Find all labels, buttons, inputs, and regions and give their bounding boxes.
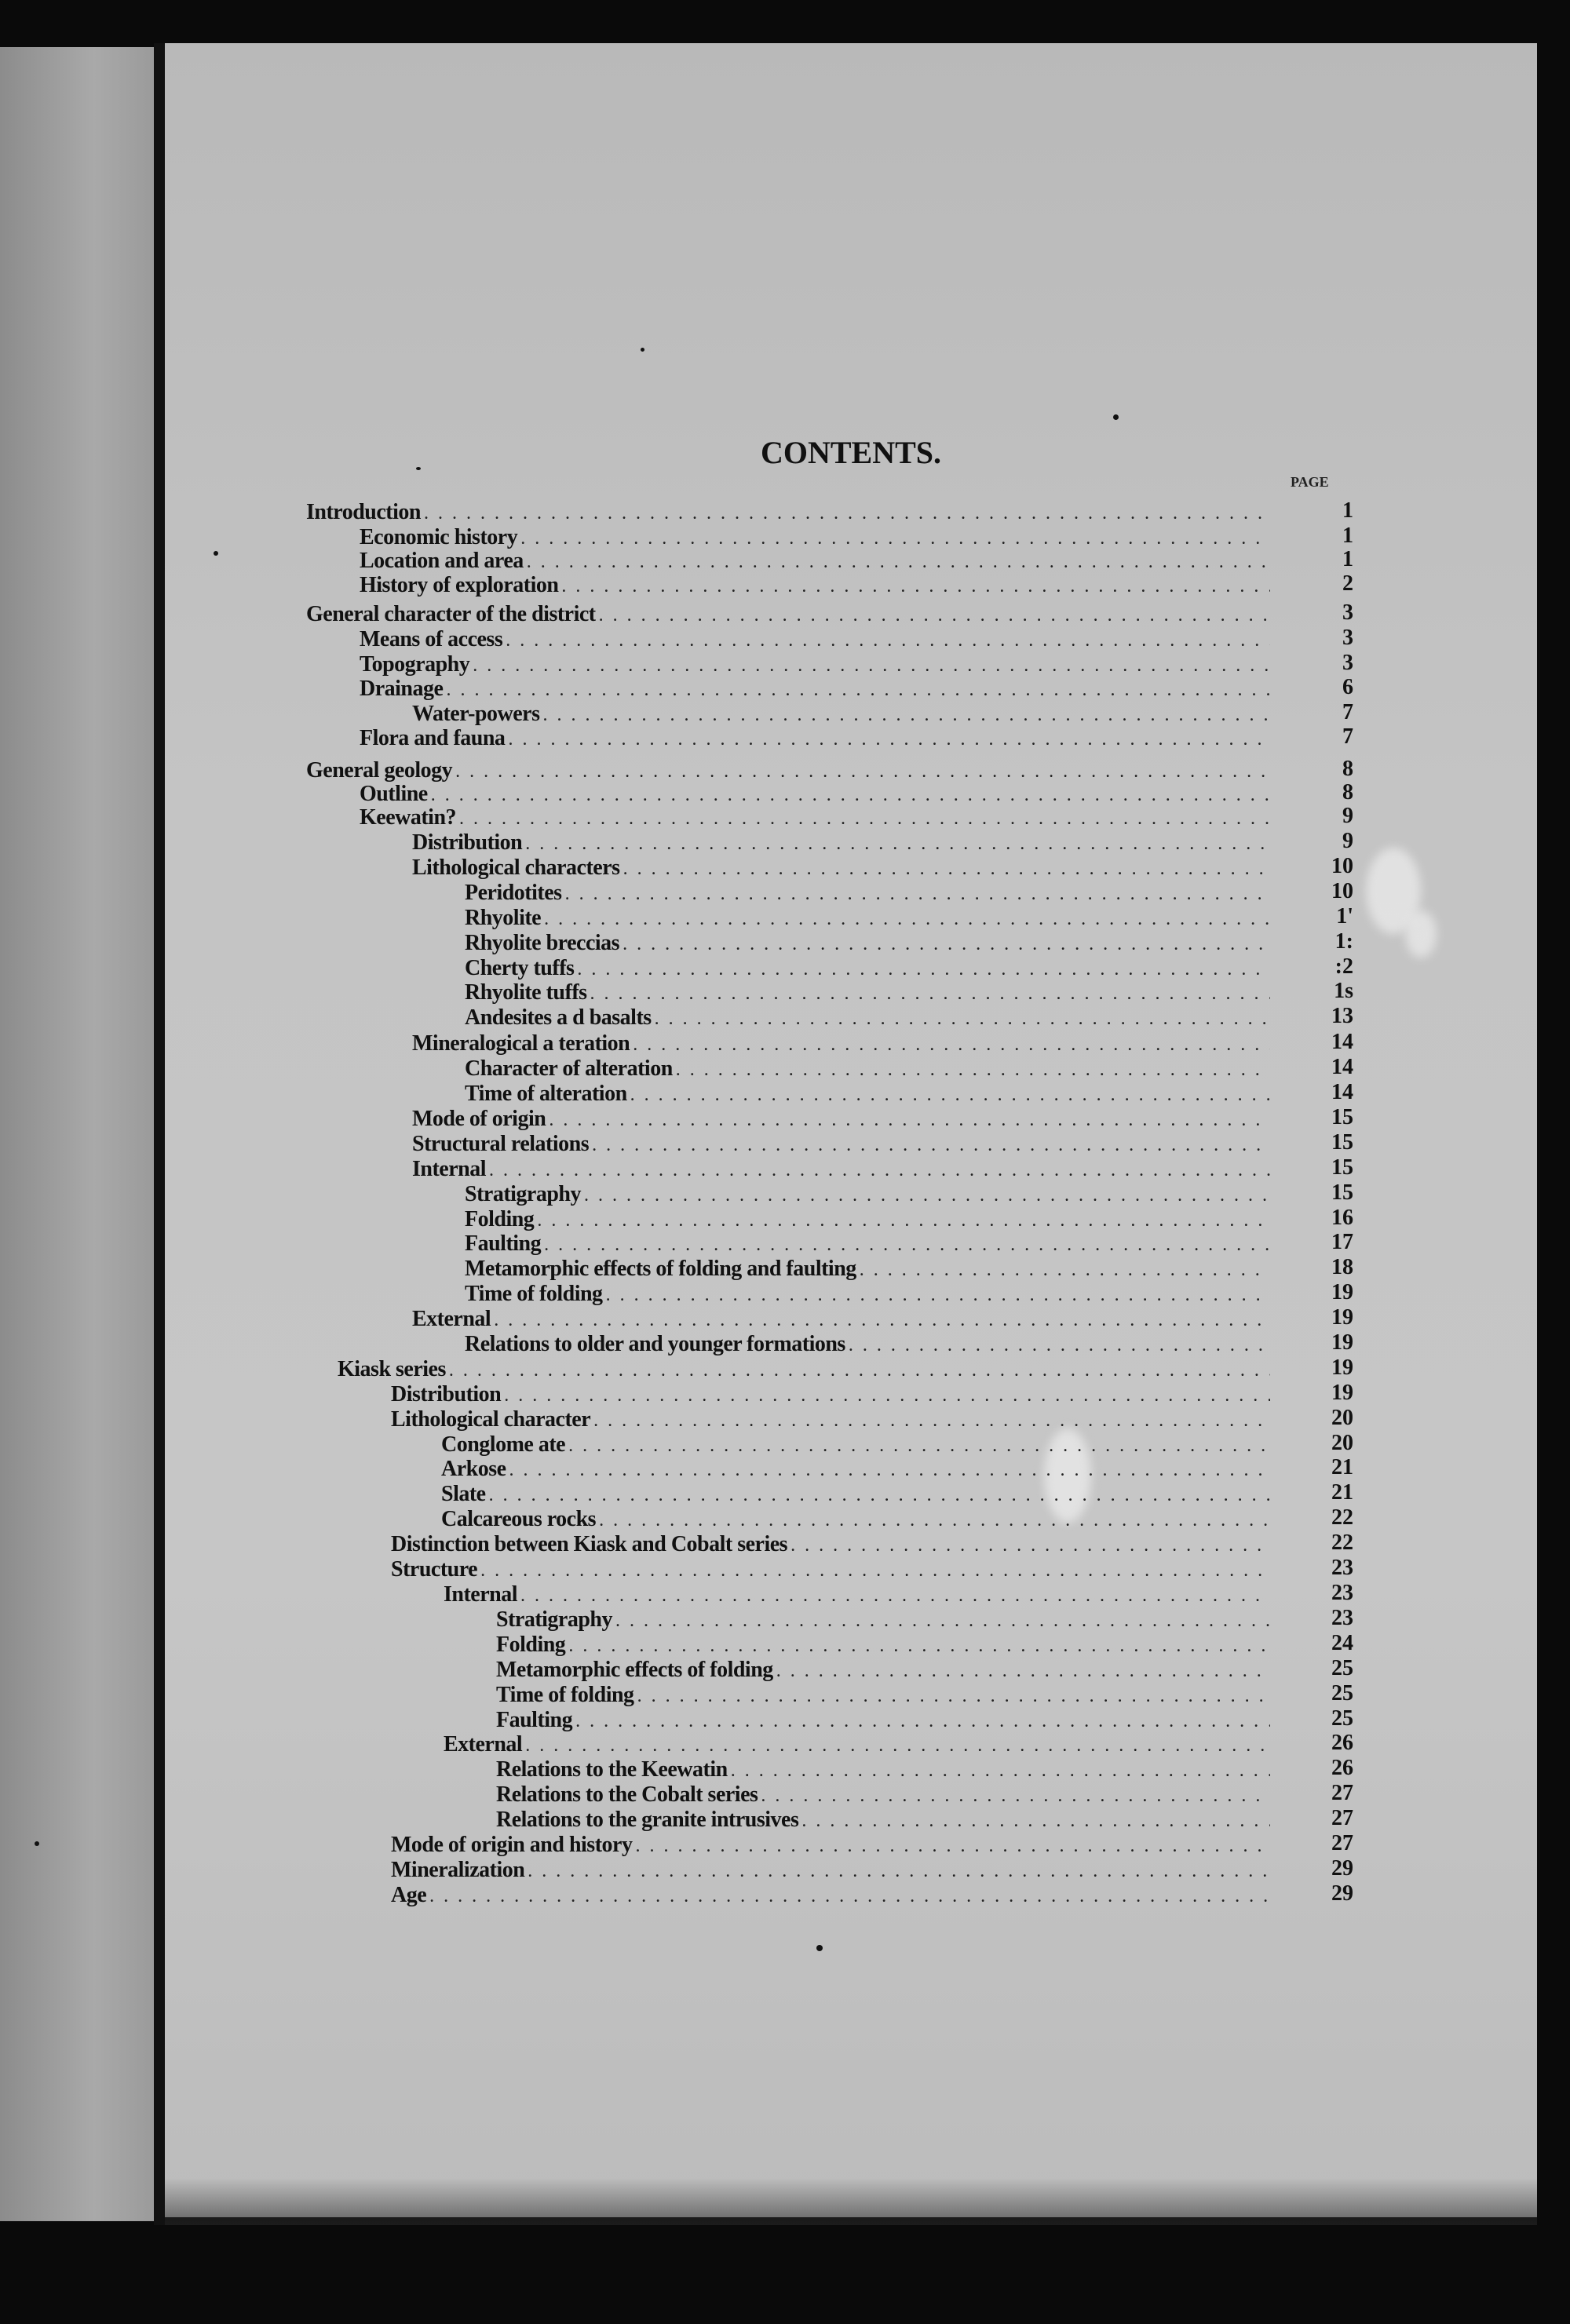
- dot-leader: [860, 1259, 1270, 1281]
- toc-entry: [412, 1156, 1270, 1181]
- toc-entry: [441, 1456, 1270, 1481]
- toc-entry-label: Rhyolite: [465, 906, 542, 930]
- toc-entry: [391, 1832, 1270, 1857]
- toc-page-number: 14: [1331, 1080, 1353, 1104]
- dot-leader: [623, 858, 1270, 880]
- dot-leader: [593, 1410, 1270, 1432]
- toc-entry-label: Slate: [441, 1482, 486, 1506]
- dot-leader: [489, 1484, 1270, 1506]
- toc-page-number: 3: [1342, 600, 1353, 625]
- toc-page-number: 9: [1342, 804, 1353, 828]
- toc-page-number: 16: [1331, 1206, 1353, 1230]
- dot-leader: [520, 527, 1270, 549]
- toc-entry: [496, 1657, 1270, 1682]
- dot-leader: [537, 1209, 1270, 1231]
- toc-entry-label: Introduction: [306, 500, 421, 524]
- toc-entry: [465, 930, 1270, 955]
- toc-page-number: 19: [1331, 1355, 1353, 1380]
- dot-leader: [549, 1109, 1270, 1131]
- toc-entry: [496, 1807, 1270, 1832]
- toc-entry-label: Time of folding: [496, 1683, 634, 1707]
- toc-page-number: 21: [1331, 1455, 1353, 1479]
- dot-leader: [520, 1585, 1270, 1607]
- page-bottom-shadow: [165, 2178, 1537, 2225]
- toc-page-number: 25: [1331, 1706, 1353, 1731]
- toc-entry-label: Water-powers: [412, 702, 540, 726]
- toc-entry: [360, 651, 1270, 677]
- toc-page-number: 1: [1342, 498, 1353, 523]
- dot-leader: [575, 1710, 1270, 1732]
- dot-leader: [599, 1509, 1270, 1531]
- toc-page-number: 29: [1331, 1881, 1353, 1906]
- toc-page-number: 8: [1342, 780, 1353, 804]
- toc-entry-label: Outline: [360, 782, 428, 806]
- dot-leader: [473, 655, 1270, 677]
- toc-entry-label: Flora and fauna: [360, 726, 506, 750]
- toc-page-number: 19: [1331, 1381, 1353, 1405]
- toc-entry-label: Cherty tuffs: [465, 956, 575, 980]
- toc-entry: [441, 1481, 1270, 1506]
- dot-leader: [429, 1885, 1270, 1907]
- dot-leader: [623, 933, 1270, 955]
- toc-entry-label: History of exploration: [360, 573, 559, 597]
- toc-page-number: 19: [1331, 1280, 1353, 1304]
- dot-leader: [480, 1560, 1270, 1582]
- dot-leader: [509, 1459, 1270, 1481]
- toc-entry-label: Relations to the granite intrusives: [496, 1808, 799, 1832]
- toc-entry-label: Folding: [465, 1207, 535, 1231]
- toc-entry-label: Mineralogical a teration: [412, 1031, 630, 1056]
- toc-entry-label: Stratigraphy: [496, 1607, 612, 1632]
- toc-entry: [496, 1757, 1270, 1782]
- dot-leader: [508, 728, 1270, 750]
- toc-entry-label: Faulting: [465, 1231, 542, 1256]
- dot-leader: [489, 1159, 1270, 1181]
- toc-page-number: 19: [1331, 1330, 1353, 1355]
- toc-entry: [412, 830, 1270, 855]
- dot-leader: [592, 1134, 1270, 1156]
- toc-page-number: 26: [1331, 1756, 1353, 1780]
- toc-page-number: 19: [1331, 1305, 1353, 1330]
- toc-page-number: 10: [1331, 879, 1353, 903]
- toc-entry-label: Means of access: [360, 627, 503, 651]
- toc-entry-label: Distinction between Kiask and Cobalt series: [391, 1532, 788, 1556]
- toc-entry: [360, 725, 1270, 750]
- dot-leader: [630, 1084, 1270, 1106]
- toc-entry: [338, 1356, 1270, 1381]
- toc-entry-label: Rhyolite breccias: [465, 931, 620, 955]
- toc-page-number: 1': [1336, 904, 1353, 929]
- toc-entry-label: Location and area: [360, 549, 524, 573]
- toc-entry-label: Topography: [360, 652, 470, 677]
- toc-page-number: 14: [1331, 1055, 1353, 1079]
- toc-page-number: 25: [1331, 1656, 1353, 1680]
- toc-entry-label: Rhyolite tuffs: [465, 980, 587, 1005]
- toc-entry: [465, 1056, 1270, 1081]
- dot-leader: [459, 808, 1270, 830]
- toc-page-number: 29: [1331, 1856, 1353, 1881]
- dot-leader: [544, 908, 1270, 930]
- toc-page-number: 26: [1331, 1731, 1353, 1755]
- toc-entry-label: Relations to older and younger formations: [465, 1332, 845, 1356]
- toc-page-number: 9: [1342, 829, 1353, 853]
- toc-page-number: 15: [1331, 1130, 1353, 1155]
- toc-entry-label: Distribution: [412, 830, 523, 855]
- toc-entry-label: Conglome ate: [441, 1432, 566, 1457]
- toc-page-number: 22: [1331, 1505, 1353, 1530]
- toc-entry: [391, 1531, 1270, 1556]
- toc-entry: [306, 757, 1270, 783]
- toc-entry: [412, 1031, 1270, 1056]
- toc-entry: [391, 1882, 1270, 1907]
- toc-entry: [496, 1707, 1270, 1732]
- toc-page-number: 23: [1331, 1581, 1353, 1605]
- toc-page-number: 20: [1331, 1406, 1353, 1430]
- toc-entry: [496, 1632, 1270, 1657]
- dot-leader: [431, 784, 1270, 806]
- toc-entry: [412, 855, 1270, 880]
- toc-page-number: 15: [1331, 1155, 1353, 1180]
- toc-entry: [465, 1256, 1270, 1281]
- dot-leader: [731, 1760, 1270, 1782]
- toc-entry-label: Kiask series: [338, 1357, 446, 1381]
- toc-entry: [412, 1106, 1270, 1131]
- toc-entry-label: Mode of origin and history: [391, 1833, 633, 1857]
- dot-leader: [455, 761, 1270, 783]
- toc-entry: [441, 1432, 1270, 1457]
- dot-leader: [776, 1660, 1270, 1682]
- toc-entry: [360, 781, 1270, 806]
- dot-leader: [446, 679, 1270, 701]
- toc-entry: [465, 1281, 1270, 1306]
- toc-page-number: 6: [1342, 675, 1353, 699]
- dot-leader: [542, 704, 1270, 726]
- dot-leader: [527, 551, 1270, 573]
- toc-entry-label: Character of alteration: [465, 1056, 673, 1081]
- toc-page-number: 1s: [1334, 979, 1353, 1003]
- toc-entry: [444, 1582, 1270, 1607]
- toc-entry-label: Internal: [412, 1157, 486, 1181]
- toc-entry: [441, 1506, 1270, 1531]
- toc-entry-label: Relations to the Cobalt series: [496, 1782, 758, 1807]
- toc-entry: [360, 548, 1270, 573]
- toc-entry: [412, 1131, 1270, 1156]
- toc-entry: [465, 955, 1270, 980]
- toc-entry: [391, 1381, 1270, 1406]
- dot-leader: [599, 604, 1270, 626]
- toc-entry-label: Structural relations: [412, 1132, 590, 1156]
- dot-leader: [801, 1810, 1270, 1832]
- toc-entry: [465, 1231, 1270, 1256]
- toc-page-number: 21: [1331, 1480, 1353, 1505]
- toc-entry-label: Time of folding: [465, 1282, 603, 1306]
- toc-entry-label: Relations to the Keewatin: [496, 1757, 728, 1782]
- toc-page-number: 27: [1331, 1831, 1353, 1855]
- toc-entry-label: Keewatin?: [360, 805, 457, 830]
- toc-entry: [496, 1782, 1270, 1807]
- toc-entry-label: Lithological character: [391, 1407, 591, 1432]
- dot-leader: [615, 1610, 1270, 1632]
- dot-leader: [606, 1284, 1270, 1306]
- ink-speck: [35, 1841, 39, 1846]
- toc-page-number: 1: [1342, 524, 1353, 548]
- toc-entry-label: General geology: [306, 758, 453, 783]
- toc-entry-label: Mode of origin: [412, 1107, 546, 1131]
- dot-leader: [637, 1685, 1270, 1707]
- toc-page-number: 18: [1331, 1255, 1353, 1279]
- dot-leader: [676, 1059, 1270, 1081]
- toc-entry: [465, 1206, 1270, 1231]
- toc-entry-label: Folding: [496, 1633, 566, 1657]
- toc-entry: [444, 1731, 1270, 1757]
- toc-entry-label: Metamorphic effects of folding: [496, 1658, 773, 1682]
- toc-page-number: 15: [1331, 1180, 1353, 1205]
- toc-page-number: 2: [1342, 571, 1353, 596]
- toc-page-number: 1:: [1334, 929, 1353, 954]
- dot-leader: [506, 629, 1270, 651]
- toc-entry-label: Calcareous rocks: [441, 1507, 597, 1531]
- toc-entry-label: Structure: [391, 1557, 478, 1582]
- facing-page-edge: [0, 47, 157, 2221]
- ink-speck: [816, 1945, 823, 1951]
- toc-page-number: 1: [1342, 547, 1353, 571]
- ink-speck: [214, 551, 218, 556]
- toc-page-number: 8: [1342, 757, 1353, 781]
- toc-page-number: 27: [1331, 1806, 1353, 1830]
- toc-entry: [306, 601, 1270, 626]
- toc-entry-label: Arkose: [441, 1457, 506, 1481]
- toc-page-number: 25: [1331, 1681, 1353, 1706]
- toc-entry-label: Internal: [444, 1582, 517, 1607]
- toc-page-number: 14: [1331, 1030, 1353, 1054]
- toc-entry: [360, 626, 1270, 651]
- dot-leader: [449, 1359, 1270, 1381]
- toc-entry-label: Andesites a d basalts: [465, 1005, 652, 1030]
- toc-entry: [391, 1556, 1270, 1582]
- toc-page-number: 27: [1331, 1781, 1353, 1805]
- ink-speck: [1113, 414, 1119, 420]
- dot-leader: [528, 1860, 1270, 1882]
- toc-page-number: 3: [1342, 626, 1353, 650]
- toc-entry: [496, 1682, 1270, 1707]
- toc-entry-label: External: [412, 1307, 491, 1331]
- toc-entry-label: Distribution: [391, 1382, 502, 1406]
- toc-entry-label: Age: [391, 1883, 427, 1907]
- dot-leader: [655, 1008, 1270, 1030]
- toc-page-number: 20: [1331, 1431, 1353, 1455]
- toc-entry-label: Metamorphic effects of folding and faulting: [465, 1257, 856, 1281]
- toc-page-number: 3: [1342, 651, 1353, 675]
- toc-entry: [465, 1181, 1270, 1206]
- page-column-heading: PAGE: [1291, 474, 1329, 490]
- toc-page-number: :2: [1334, 954, 1353, 979]
- toc-entry-label: Time of alteration: [465, 1082, 627, 1106]
- dot-leader: [568, 1635, 1270, 1657]
- dot-leader: [761, 1785, 1270, 1807]
- toc-entry: [465, 1331, 1270, 1356]
- dot-leader: [568, 1435, 1270, 1457]
- dot-leader: [544, 1234, 1270, 1256]
- toc-entry: [360, 804, 1270, 830]
- dot-leader: [504, 1385, 1270, 1406]
- toc-entry-label: Stratigraphy: [465, 1182, 581, 1206]
- toc-page-number: 7: [1342, 700, 1353, 724]
- dot-leader: [525, 1735, 1270, 1757]
- dot-leader: [790, 1534, 1270, 1556]
- toc-entry-label: External: [444, 1732, 523, 1757]
- toc-entry: [391, 1857, 1270, 1882]
- dot-leader: [525, 833, 1270, 855]
- toc-entry: [360, 524, 1270, 549]
- toc-entry: [391, 1406, 1270, 1432]
- dot-leader: [565, 883, 1270, 905]
- toc-page-number: 23: [1331, 1606, 1353, 1630]
- dot-leader: [633, 1034, 1270, 1056]
- dot-leader: [584, 1184, 1270, 1206]
- dot-leader: [561, 575, 1270, 597]
- toc-entry-label: Faulting: [496, 1708, 573, 1732]
- toc-entry: [465, 880, 1270, 905]
- ink-speck: [641, 348, 644, 352]
- dot-leader: [635, 1835, 1270, 1857]
- toc-page-number: 17: [1331, 1230, 1353, 1254]
- toc-entry: [306, 499, 1270, 524]
- toc-page-number: 15: [1331, 1105, 1353, 1129]
- toc-entry: [465, 980, 1270, 1005]
- toc-entry: [360, 676, 1270, 701]
- book-spine: [154, 43, 165, 2225]
- toc-entry-label: Economic history: [360, 525, 518, 549]
- toc-entry: [412, 701, 1270, 726]
- toc-entry-label: Drainage: [360, 677, 444, 701]
- dot-leader: [849, 1334, 1270, 1356]
- toc-page-number: 7: [1342, 724, 1353, 749]
- toc-page-number: 23: [1331, 1556, 1353, 1580]
- toc-entry: [465, 1081, 1270, 1106]
- toc-page-number: 24: [1331, 1631, 1353, 1655]
- dot-leader: [494, 1309, 1270, 1331]
- paper-stain: [1405, 910, 1437, 958]
- toc-entry: [360, 572, 1270, 597]
- toc-entry-label: Peridotites: [465, 881, 562, 905]
- toc-entry: [496, 1607, 1270, 1632]
- dot-leader: [590, 983, 1270, 1005]
- page-title: CONTENTS.: [760, 435, 942, 470]
- toc-page-number: 13: [1331, 1004, 1353, 1028]
- toc-entry: [465, 1005, 1270, 1030]
- toc-entry: [412, 1306, 1270, 1331]
- dot-leader: [424, 502, 1270, 524]
- toc-entry: [465, 905, 1270, 930]
- toc-page-number: 22: [1331, 1530, 1353, 1555]
- toc-page-number: 10: [1331, 854, 1353, 878]
- toc-entry-label: Mineralization: [391, 1858, 525, 1882]
- toc-entry-label: Lithological characters: [412, 856, 620, 880]
- dot-leader: [577, 958, 1270, 980]
- toc-entry-label: General character of the district: [306, 602, 596, 626]
